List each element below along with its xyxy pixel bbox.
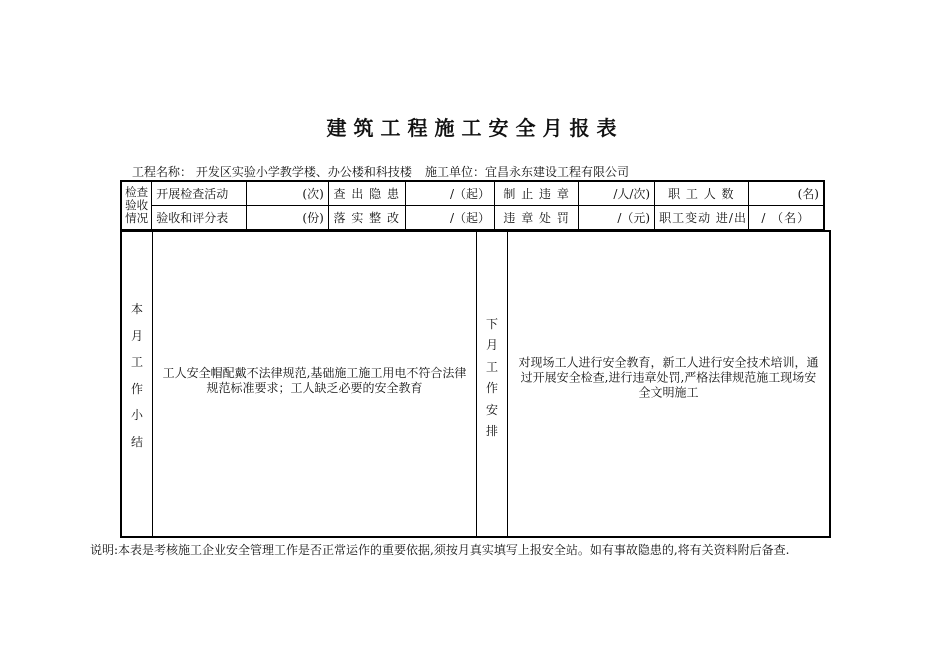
staff-change-label: 职工变动 进/出 [655,206,748,231]
plan-label-char: 排 [485,423,498,438]
summary-label-char: 工 [130,355,143,370]
report-title: 建筑工程施工安全月报表 [326,116,624,140]
rectification-label: 落 实 整 改 [328,206,405,231]
summary-content-cell[interactable] [153,232,477,536]
staff-count-label: 职 工 人 数 [655,181,748,206]
plan-label-char: 月 [485,338,498,353]
plan-label-char: 下 [485,317,498,331]
plan-label-char: 作 [485,381,498,396]
acceptance-forms-label: 验收和评分表 [152,206,246,231]
acceptance-forms-value[interactable]: (份) [246,206,328,231]
summary-label-char: 作 [130,381,143,396]
footnote: 说明:本表是考核施工企业安全管理工作是否正常运作的重要依据,须按月真实填写上报安全站。如有事故隐患的,将有关资料附后备查. [90,543,790,557]
plan-label-char: 安 [485,402,498,417]
checks-value[interactable]: (次) [246,181,328,206]
plan-label [477,315,507,439]
inspection-table [120,180,825,231]
side-label-1: 检查 [125,185,149,199]
violations-stopped-label: 制 止 违 章 [495,181,579,206]
violations-stopped-value[interactable]: /人/次) [579,181,655,206]
hazards-label: 查 出 隐 患 [328,181,405,206]
summary-text: 工人安全帽配戴不法律规范,基础施工施工用电不符合法律规范标准要求；工人缺乏必要的安全教育 [162,366,467,395]
summary-label-char: 小 [130,408,143,423]
construction-unit: 施工单位：宜昌永东建设工程有限公司 [425,165,630,179]
summary-label [122,300,152,450]
side-label-3: 情况 [125,211,149,225]
checks-label: 开展检查活动 [152,181,246,206]
plan-content-cell[interactable] [508,232,829,536]
hazards-value[interactable]: /（起） [405,181,494,206]
summary-label-char: 本 [130,302,143,316]
side-label-2: 验收 [125,198,149,212]
plan-label-char: 工 [485,359,498,374]
summary-label-cell [122,232,153,536]
summary-label-char: 月 [130,328,143,343]
work-summary-table [120,230,831,538]
inspection-side-label [121,181,152,230]
plan-text: 对现场工人进行安全教育，新工人进行安全技术培训，通过开展安全检查,进行违章处罚,严格法律规范施工现场安全文明施工 [518,355,819,400]
staff-change-value[interactable]: / （名） [748,206,824,231]
plan-label-cell [477,232,508,536]
staff-count-value[interactable]: (名) [748,181,824,206]
rectification-value[interactable]: /（起） [405,206,494,231]
summary-label-char: 结 [130,434,143,449]
project-name: 工程名称： 开发区实验小学教学楼、办公楼和科技楼 [132,165,412,179]
penalty-label: 违 章 处 罚 [495,206,579,231]
penalty-value[interactable]: /（元) [579,206,655,231]
